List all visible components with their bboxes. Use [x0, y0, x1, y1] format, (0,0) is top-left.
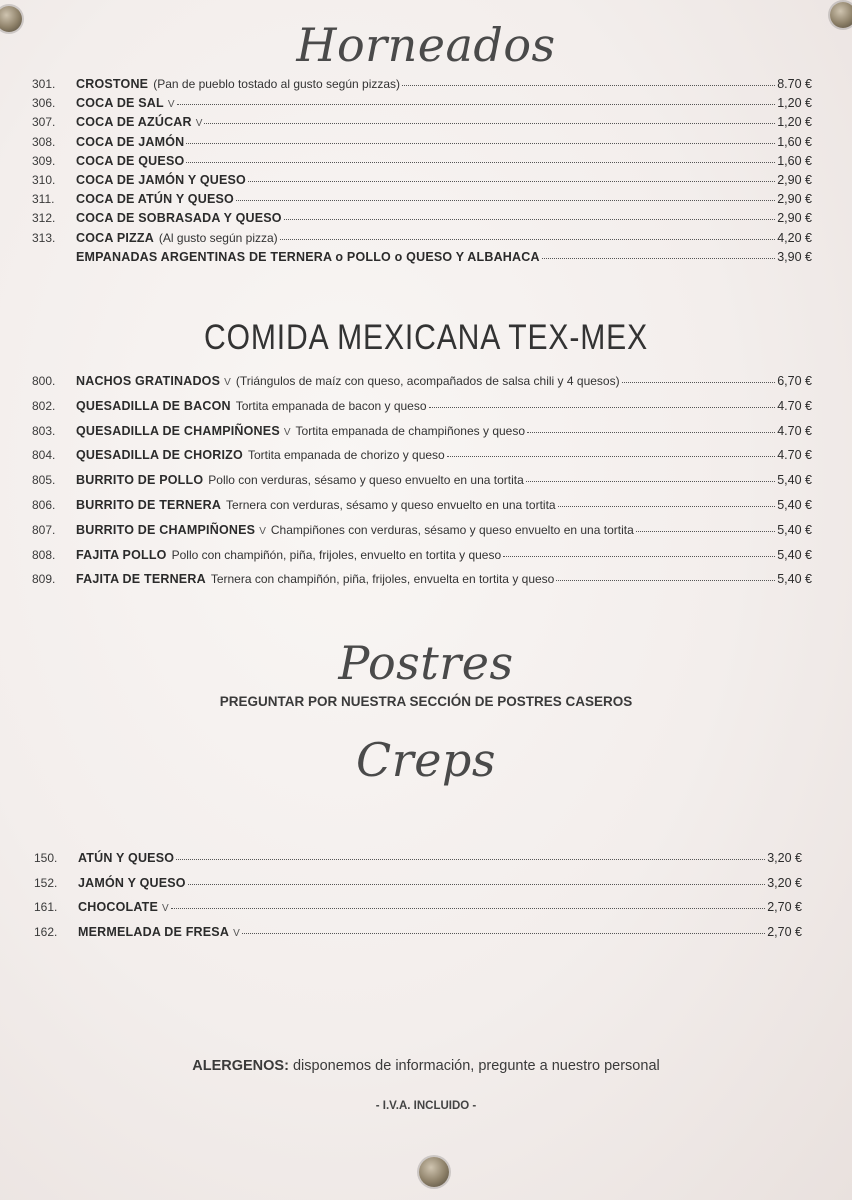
item-price: 5,40 € [777, 473, 812, 488]
creps-list [34, 851, 802, 949]
item-price: 4.70 € [777, 423, 812, 438]
item-number: 803. [32, 423, 56, 438]
item-price: 5,40 € [777, 522, 812, 537]
item-name: FAJITA POLLO [76, 547, 167, 562]
item-number: 805. [32, 473, 56, 488]
item-price: 1,20 € [777, 96, 812, 111]
item-price: 1,60 € [777, 134, 812, 149]
menu-item [32, 231, 812, 250]
dot-leader [622, 381, 776, 383]
section-title-horneados: Horneados [296, 18, 556, 72]
item-name: QUESADILLA DE CHAMPIÑONES [76, 423, 280, 438]
menu-item [32, 523, 812, 548]
vegetarian-icon: V [233, 927, 240, 939]
menu-item [32, 173, 812, 192]
item-name: COCA DE SAL [76, 96, 164, 111]
menu-item [32, 96, 812, 115]
item-description: (Al gusto según pizza) [158, 230, 278, 245]
dot-leader [558, 505, 776, 507]
item-description: Champiñones con verduras, sésamo y queso envuelto en una tortita [270, 522, 634, 537]
dot-leader [527, 431, 775, 433]
item-description: Ternera con champiñón, piña, frijoles, envuelta en tortita y queso [210, 572, 555, 587]
item-description: Tortita empanada de bacon y queso [235, 398, 427, 413]
menu-item [32, 548, 812, 573]
item-description: Tortita empanada de champiñones y queso [295, 423, 526, 438]
item-description: (Pan de pueblo tostado al gusto según pizzas) [153, 77, 401, 91]
item-number: 162. [34, 924, 58, 939]
item-name: ATÚN Y QUESO [78, 851, 175, 865]
item-price: 8.70 € [777, 77, 812, 91]
item-price: 2,90 € [777, 172, 812, 187]
menu-item [32, 77, 812, 96]
section-title-creps: Creps [356, 733, 496, 787]
item-name: JAMÓN Y QUESO [78, 875, 186, 890]
item-description: Pollo con verduras, sésamo y queso envuelto en una tortita [208, 473, 524, 488]
menu-item [32, 498, 812, 523]
item-number: 306. [32, 96, 56, 111]
menu-item [34, 851, 802, 876]
menu-item [32, 250, 812, 269]
menu-item [32, 135, 812, 154]
item-price: 4.70 € [777, 398, 812, 413]
horneados-list [32, 77, 812, 269]
dot-leader [186, 142, 775, 144]
item-name: COCA PIZZA [76, 230, 154, 245]
item-number: 808. [32, 547, 56, 562]
item-number: 310. [32, 172, 56, 187]
menu-item [32, 448, 812, 473]
vegetarian-icon: V [167, 99, 175, 111]
dot-leader [280, 238, 776, 240]
item-name: QUESADILLA DE CHORIZO [76, 448, 243, 463]
allergen-label: ALERGENOS: [192, 1058, 289, 1074]
item-price: 4,20 € [777, 230, 812, 245]
dot-leader [171, 907, 766, 909]
dot-leader [526, 480, 775, 482]
item-name: CHOCOLATE [78, 900, 159, 914]
item-price: 3,20 € [767, 875, 802, 890]
dot-leader [242, 932, 766, 934]
dot-leader [248, 180, 775, 182]
section-title-mexicana: COMIDA MEXICANA TEX-MEX [203, 318, 649, 357]
item-price: 5,40 € [777, 547, 812, 562]
item-number: 312. [32, 211, 56, 226]
item-price: 5,40 € [777, 497, 812, 512]
vegetarian-icon: V [162, 903, 169, 914]
menu-item [32, 572, 812, 597]
menu-item [32, 211, 812, 230]
vegetarian-icon: V [195, 118, 203, 130]
thumbtack-bottom [419, 1157, 449, 1187]
item-name: MERMELADA DE FRESA [78, 924, 230, 939]
menu-item [32, 115, 812, 134]
menu-item [32, 374, 812, 399]
menu-item [34, 876, 802, 901]
dot-leader [186, 161, 775, 163]
item-name: EMPANADAS ARGENTINAS DE TERNERA o POLLO o QUESO Y ALBAHACA [76, 249, 540, 264]
item-price: 2,90 € [777, 192, 812, 207]
item-number: 802. [32, 398, 56, 413]
item-price: 5,40 € [777, 572, 812, 587]
dot-leader [636, 530, 775, 532]
item-name: NACHOS GRATINADOS [76, 374, 221, 388]
item-name: BURRITO DE POLLO [76, 473, 204, 488]
dot-leader [176, 858, 765, 860]
item-number: 150. [34, 851, 58, 865]
dot-leader [447, 455, 776, 457]
item-number: 313. [32, 230, 56, 245]
item-description: Tortita empanada de chorizo y queso [247, 448, 445, 463]
allergen-text: disponemos de información, pregunte a nuestro personal [292, 1058, 660, 1074]
item-description: (Triángulos de maíz con queso, acompañados de salsa chili y 4 quesos) [235, 374, 620, 388]
item-description: Ternera con verduras, sésamo y queso envuelto en una tortita [226, 497, 556, 512]
item-price: 2,70 € [767, 900, 802, 914]
item-name: BURRITO DE TERNERA [76, 497, 222, 512]
vegetarian-icon: V [224, 377, 231, 388]
dot-leader [177, 103, 776, 105]
dot-leader [188, 883, 766, 885]
item-name: QUESADILLA DE BACON [76, 398, 231, 413]
iva-notice: - I.V.A. INCLUIDO - [375, 1100, 477, 1112]
item-price: 3,20 € [767, 851, 802, 865]
item-name: COCA DE AZÚCAR [76, 115, 192, 130]
item-number: 806. [32, 497, 56, 512]
menu-item [34, 925, 802, 950]
dot-leader [556, 579, 775, 581]
item-price: 3,90 € [777, 249, 812, 264]
item-name: BURRITO DE CHAMPIÑONES [76, 522, 256, 537]
item-number: 311. [32, 192, 55, 207]
item-name: COCA DE ATÚN Y QUESO [76, 192, 234, 207]
item-number: 809. [32, 572, 56, 587]
dot-leader [542, 257, 776, 259]
item-name: FAJITA DE TERNERA [76, 572, 206, 587]
menu-item [32, 192, 812, 211]
menu-item [32, 399, 812, 424]
vegetarian-icon: V [259, 525, 266, 537]
item-description: Pollo con champiñón, piña, frijoles, envuelto en tortita y queso [171, 547, 502, 562]
item-name: COCA DE QUESO [76, 153, 185, 168]
item-name: COCA DE SOBRASADA Y QUESO [76, 211, 282, 226]
mexicana-list [32, 374, 812, 597]
dot-leader [204, 122, 775, 124]
item-number: 152. [34, 875, 58, 890]
dot-leader [402, 84, 775, 86]
item-price: 2,70 € [767, 924, 802, 939]
dot-leader [236, 199, 775, 201]
item-number: 807. [32, 522, 56, 537]
item-price: 4.70 € [777, 448, 812, 463]
section-title-postres: Postres [338, 636, 514, 690]
item-name: CROSTONE [76, 77, 149, 91]
item-number: 800. [32, 374, 56, 388]
menu-item [32, 424, 812, 449]
item-price: 1,60 € [777, 153, 812, 168]
postres-note: PREGUNTAR POR NUESTRA SECCIÓN DE POSTRES CASEROS [219, 694, 633, 709]
item-number: 804. [32, 448, 56, 463]
item-name: COCA DE JAMÓN [76, 134, 185, 149]
allergen-notice [0, 1058, 852, 1074]
dot-leader [284, 218, 776, 220]
menu-item [32, 154, 812, 173]
item-price: 2,90 € [777, 211, 812, 226]
vegetarian-icon: V [283, 426, 291, 438]
dot-leader [503, 555, 775, 557]
item-price: 1,20 € [777, 115, 812, 130]
dot-leader [429, 406, 776, 408]
item-name: COCA DE JAMÓN Y QUESO [76, 172, 246, 187]
menu-item [34, 900, 802, 925]
item-number: 301. [32, 77, 56, 91]
item-number: 307. [32, 115, 56, 130]
item-price: 6,70 € [777, 374, 812, 388]
item-number: 309. [32, 153, 56, 168]
item-number: 308. [32, 134, 56, 149]
item-number: 161. [34, 900, 58, 914]
menu-item [32, 473, 812, 498]
